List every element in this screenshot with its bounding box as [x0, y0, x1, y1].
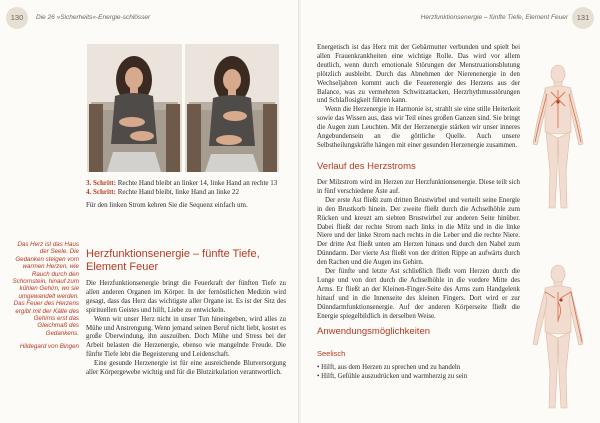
- running-head: Die 26 »Sicherheits«-Energie-schlösser: [36, 14, 151, 21]
- list-item: • Hilft, aus dem Herzen zu sprechen und zu handeln: [317, 363, 520, 372]
- application-section: [317, 326, 520, 381]
- paragraph: Der Milzstrom wird im Herzen zur Herzfunktionsenergie. Diese teilt sich in fünf verschiedene Äste auf.: [317, 179, 520, 195]
- left-body-text: [86, 280, 286, 378]
- step-3-number: 3. Schritt:: [86, 179, 116, 187]
- paragraph: Wenn die Herzenergie in Harmonie ist, strahlt sie eine stille Heiterkeit sowie das Wissen aus, dass wir Teil eines großen Ganzen sind. Sie bringt die Augen zum Leuchten. Mit der Herzenergie stärken wir unser inneres Angebundensein an die göttliche Quelle. Auch unsere Selbstheilungskräfte hängen mit einer gesunden Herzenergie zusammen.: [317, 106, 520, 149]
- section-heading: Herzfunktionsenergie – fünfte Tiefe, Element Feuer: [86, 248, 260, 273]
- flow-section: [317, 161, 520, 322]
- flow-text: [317, 179, 520, 322]
- step-4: [86, 188, 286, 197]
- step-3-text: Rechte Hand bleibt an linker 14, linke Hand an rechte 13: [117, 179, 278, 187]
- step-4-text: Rechte Hand bleibt, linke Hand an linke 22: [117, 188, 240, 196]
- subheading-seelisch: Seelisch: [317, 349, 346, 358]
- paragraph: Eine gesunde Herzenergie ist für eine ausreichende Blutversorgung aller Körpergewebe wichtig und für die Blutzirkulation verantwortlich.: [86, 360, 286, 377]
- right-top-text: [317, 44, 520, 151]
- application-heading: Anwendungsmöglichkeiten: [317, 326, 431, 337]
- body-figure-front: [527, 262, 589, 417]
- page-number: 130: [6, 7, 28, 29]
- list-item: • Hilft, Gefühle auszudrücken und warmherzig zu sein: [317, 372, 520, 381]
- photo-step-4: [185, 44, 279, 172]
- left-page: [0, 0, 299, 423]
- step-3: [86, 179, 286, 188]
- body-figure-back: [527, 62, 589, 217]
- step-list: [86, 179, 286, 210]
- side-quote: [12, 241, 79, 351]
- paragraph: Wenn wir unser Herz nicht in unser Tun hineingeben, wird alles zu Mühe und Anstrengung. Wenn jemand seinen Beruf nicht liebt, kostet es große Überwindung, ihn auszuüben. Doch Mühe und Stress bei der Arbeit belasten die Herzenergie, ebenso wie mangelnde Freude. Die fünfte Tiefe lebt die Begeisterung und Leidenschaft.: [86, 315, 286, 359]
- step-note: Für den linken Strom kehren Sie die Sequenz einfach um.: [86, 201, 248, 209]
- paragraph: Der fünfte und letzte Ast schließlich fließt vom Herzen durch die Lunge und von dort durch die Achselhöhle in die vordere Mitte des Arms. Er fließt an der Kleinen-Finger-Seite des Arms zum Handgelenk hinauf und in die Innenseite des kleinen Fingers. Dort wird er zur Dünndarmfunktionsenergie. Auf der anderen Körperseite fließt die Energie spiegelbildlich in derselben Weise.: [317, 268, 520, 320]
- photo-step-3: [87, 44, 182, 172]
- right-page: [301, 0, 600, 423]
- flow-heading: Verlauf des Herzstroms: [317, 161, 416, 172]
- paragraph: Der erste Ast fließt zum dritten Brustwirbel und verteilt seine Energie in den Brustkorb hinein. Der zweite fließt durch die Achselhöhle zum Rücken und kreuzt am siebten Brustwirbel zur anderen Seite hinüber. Dabei fließt der rechte Strom nach links in die Milz und in die linke Niere und der linke Strom nach rechts in die Leber und die rechte Niere. Der dritte Ast fließt unten am Herzen hinaus und durch den Nabel zum Dünndarm. Der vierte Ast fließt von der dritten Rippe an aufwärts durch den Rachen und die Augen ins Gehirn.: [317, 196, 520, 267]
- page-number: 131: [572, 7, 594, 29]
- quote-author: Hildegard von Bingen: [19, 343, 79, 351]
- step-4-number: 4. Schritt:: [86, 188, 116, 196]
- quote-text: Das Herz ist das Haus der Seele. Die Gedanken steigen vom warmen Herzen, wie Rauch durch den Schornstein, hinauf zum kühlen Gehirn, wo sie umgewandelt werden. Das Feuer des Herzens ergibt mit der Kälte des Gehirns erst das Gleichmaß des Gedankens.: [12, 241, 79, 337]
- paragraph: Die Herzfunktionsenergie bringt die Feuerkraft der fünften Tiefe zu allen anderen Organen im Körper. In der fernöstlichen Medizin wird gesagt, dass das Herz das wichtigste aller Organe ist. Es ist der Sitz des spirituellen Geistes und hilft, Liebe zu entwickeln.: [86, 280, 286, 314]
- bullet-list: [317, 363, 520, 381]
- running-head: Herzfunktionsenergie – fünfte Tiefe, Element Feuer: [420, 14, 568, 21]
- paragraph: Energetisch ist das Herz mit der Gebärmutter verbunden und spielt bei allen Frauenkrankheiten eine wichtige Rolle. Das wird vor allem deutlich, wenn durch emotionale Störungen der Menstruationsblutung plötzlich ausbleibt. Durch das Abnehmen der Nierenenergie in den Wechseljahren kommt auch die Feuerenergie des Herzens aus der Balance, was zu vermehrten Schwitzattacken, Herzrhythmusstörungen und Schlaflosigkeit führen kann.: [317, 44, 520, 105]
